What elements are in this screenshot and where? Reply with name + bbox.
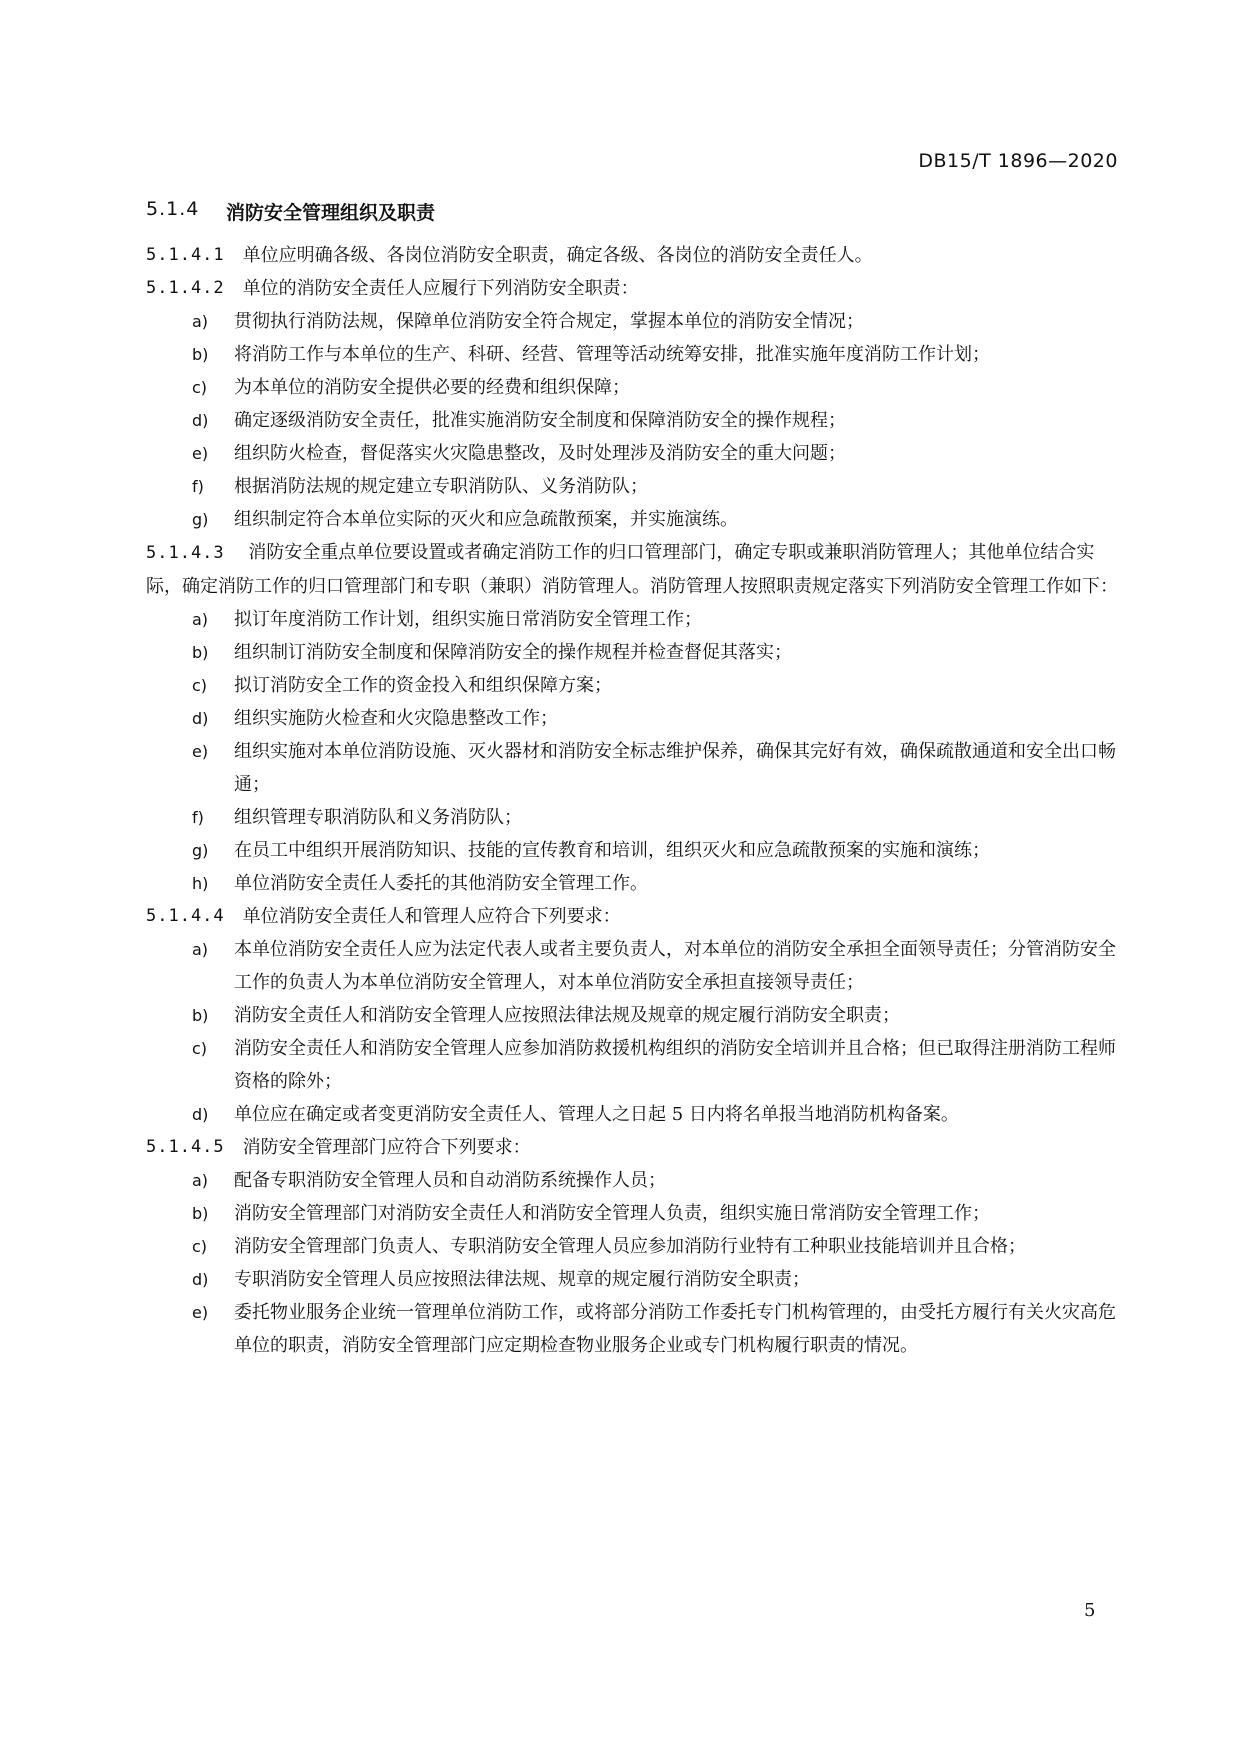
clause-text: 消防安全重点单位要设置或者确定消防工作的归口管理部门，确定专职或兼职消防管理人；其他单位结合实际，确定消防工作的归口管理部门和专职（兼职）消防管理人。消防管理人按照职责规定落实下列消防安全管理工作如下： [146, 542, 1118, 597]
clause-text: 单位消防安全责任人和管理人应符合下列要求： [242, 906, 621, 927]
section-title: 消防安全管理组织及职责 [226, 202, 436, 224]
item-mark: g) [192, 510, 209, 529]
clause-text: 单位的消防安全责任人应履行下列消防安全职责： [242, 278, 639, 299]
clause-number: 5.1.4.3 [146, 543, 225, 563]
item-mark: e) [192, 1303, 209, 1322]
item-mark: d) [192, 1105, 209, 1124]
item-mark: a) [192, 312, 209, 331]
list-item [192, 801, 1118, 834]
item-mark: c) [192, 1237, 208, 1256]
list-item [192, 470, 1118, 503]
clause-5-1-4-1 [146, 239, 1118, 272]
item-text: 组织防火检查，督促落实火灾隐患整改，及时处理涉及消防安全的重大问题； [234, 443, 846, 464]
clause-5-1-4-5 [146, 1131, 1118, 1164]
item-mark: b) [192, 1006, 209, 1025]
list-item [192, 1263, 1118, 1296]
item-text: 消防安全管理部门对消防安全责任人和消防安全管理人负责，组织实施日常消防安全管理工作； [234, 1203, 990, 1224]
list-item [192, 1197, 1118, 1230]
document-code: DB15/T 1896—2020 [918, 150, 1118, 172]
item-text: 消防安全责任人和消防安全管理人应按照法律法规及规章的规定履行消防安全职责； [234, 1005, 900, 1026]
clause-5-1-4-3 [146, 536, 1118, 603]
list-item [192, 338, 1118, 371]
clause-number: 5.1.4.4 [146, 906, 225, 926]
page-number: 5 [1084, 1600, 1096, 1621]
clause-5-1-4-2 [146, 272, 1118, 305]
clause-text: 单位应明确各级、各岗位消防安全职责，确定各级、各岗位的消防安全责任人。 [242, 245, 873, 266]
list-item [192, 437, 1118, 470]
item-mark: d) [192, 1270, 209, 1289]
item-text: 单位消防安全责任人委托的其他消防安全管理工作。 [234, 873, 648, 894]
list-item [192, 371, 1118, 404]
item-text: 为本单位的消防安全提供必要的经费和组织保障； [234, 377, 630, 398]
list-item [192, 867, 1118, 900]
item-text: 贯彻执行消防法规，保障单位消防安全符合规定，掌握本单位的消防安全情况； [234, 311, 864, 332]
item-text: 组织实施防火检查和火灾隐患整改工作； [234, 708, 558, 729]
item-text: 确定逐级消防安全责任，批准实施消防安全制度和保障消防安全的操作规程； [234, 410, 846, 431]
list-item [192, 933, 1118, 999]
clause-5-1-4-2-list [192, 305, 1118, 536]
item-mark: f) [192, 808, 204, 827]
item-mark: d) [192, 411, 209, 430]
clause-number: 5.1.4.1 [146, 245, 225, 265]
item-mark: c) [192, 676, 208, 695]
section-number: 5.1.4 [146, 198, 200, 220]
item-mark: c) [192, 1039, 208, 1058]
item-mark: g) [192, 841, 209, 860]
list-item [192, 503, 1118, 536]
item-mark: a) [192, 940, 209, 959]
item-text: 组织管理专职消防队和义务消防队； [234, 807, 522, 828]
item-mark: b) [192, 345, 209, 364]
list-item [192, 404, 1118, 437]
list-item [192, 669, 1118, 702]
item-mark: c) [192, 378, 208, 397]
section-heading [146, 198, 1118, 225]
item-text: 消防安全管理部门负责人、专职消防安全管理人员应参加消防行业特有工种职业技能培训并且合格； [234, 1236, 1026, 1257]
list-item [192, 603, 1118, 636]
page-content [146, 198, 1118, 1362]
clause-5-1-4-4-list [192, 933, 1118, 1131]
item-mark: h) [192, 874, 209, 893]
clause-5-1-4-4 [146, 900, 1118, 933]
clause-text: 消防安全管理部门应符合下列要求： [242, 1137, 531, 1158]
item-text: 消防安全责任人和消防安全管理人应参加消防救援机构组织的消防安全培训并且合格；但已取得注册消防工程师资格的除外； [234, 1038, 1116, 1092]
clause-5-1-4-5-list [192, 1164, 1118, 1362]
list-item [192, 999, 1118, 1032]
item-mark: b) [192, 643, 209, 662]
item-text: 拟订年度消防工作计划，组织实施日常消防安全管理工作； [234, 609, 702, 630]
list-item [192, 636, 1118, 669]
item-text: 组织制定符合本单位实际的灭火和应急疏散预案，并实施演练。 [234, 509, 738, 530]
item-mark: a) [192, 1171, 209, 1190]
list-item [192, 702, 1118, 735]
item-text: 拟订消防安全工作的资金投入和组织保障方案； [234, 675, 612, 696]
list-item [192, 305, 1118, 338]
list-item [192, 834, 1118, 867]
item-mark: e) [192, 742, 209, 761]
item-text: 委托物业服务企业统一管理单位消防工作，或将部分消防工作委托专门机构管理的，由受托方履行有关火灾高危单位的职责，消防安全管理部门应定期检查物业服务企业或专门机构履行职责的情况。 [234, 1302, 1116, 1356]
list-item [192, 735, 1118, 801]
item-text: 在员工中组织开展消防知识、技能的宣传教育和培训，组织灭火和应急疏散预案的实施和演练； [234, 840, 990, 861]
list-item [192, 1164, 1118, 1197]
item-text: 本单位消防安全责任人应为法定代表人或者主要负责人，对本单位的消防安全承担全面领导责任；分管消防安全工作的负责人为本单位消防安全管理人，对本单位消防安全承担直接领导责任； [234, 939, 1116, 993]
list-item [192, 1230, 1118, 1263]
clause-5-1-4-3-list [192, 603, 1118, 900]
item-text: 配备专职消防安全管理人员和自动消防系统操作人员； [234, 1170, 666, 1191]
item-text: 将消防工作与本单位的生产、科研、经营、管理等活动统筹安排，批准实施年度消防工作计划； [234, 344, 990, 365]
item-mark: d) [192, 709, 209, 728]
item-text: 单位应在确定或者变更消防安全责任人、管理人之日起 5 日内将名单报当地消防机构备案。 [234, 1104, 959, 1125]
item-text: 根据消防法规的规定建立专职消防队、义务消防队； [234, 476, 648, 497]
item-mark: f) [192, 477, 204, 496]
item-text: 专职消防安全管理人员应按照法律法规、规章的规定履行消防安全职责； [234, 1269, 810, 1290]
list-item [192, 1098, 1118, 1131]
item-mark: e) [192, 444, 209, 463]
clause-number: 5.1.4.2 [146, 278, 225, 298]
list-item [192, 1032, 1118, 1098]
item-text: 组织实施对本单位消防设施、灭火器材和消防安全标志维护保养，确保其完好有效，确保疏散通道和安全出口畅通； [234, 741, 1116, 795]
item-mark: a) [192, 610, 209, 629]
item-text: 组织制订消防安全制度和保障消防安全的操作规程并检查督促其落实； [234, 642, 792, 663]
item-mark: b) [192, 1204, 209, 1223]
clause-number: 5.1.4.5 [146, 1137, 225, 1157]
list-item [192, 1296, 1118, 1362]
